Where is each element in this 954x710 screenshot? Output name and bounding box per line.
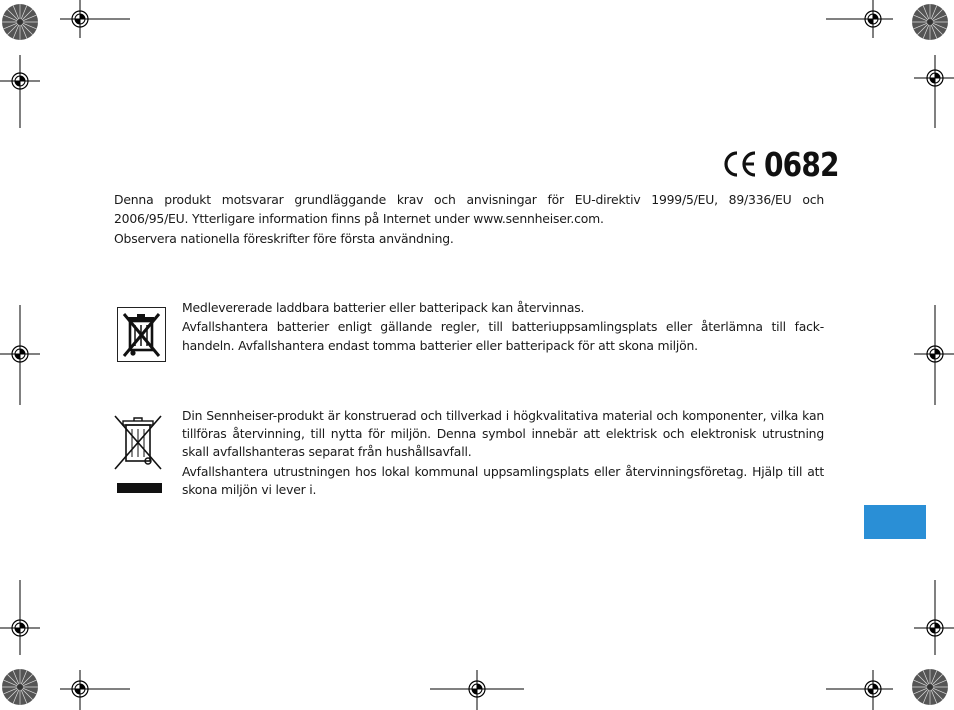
color-wheel-icon xyxy=(912,4,948,40)
declaration-paragraph: Denna produkt motsvarar grundläggande krav och anvisningar för EU-direktiv 1999/5/EU, 89/336/EU och 2006/95/EU. Ytterligare information finns på Internet under www.sennheiser.com. xyxy=(114,192,824,226)
battery-symbol xyxy=(117,307,166,362)
ce-marking xyxy=(722,146,852,182)
language-tab-marker xyxy=(864,505,926,539)
registration-mark-icon xyxy=(68,7,92,31)
ce-mark-icon xyxy=(722,149,758,179)
registration-mark-icon xyxy=(861,677,885,701)
battery-recycle-text: Medlevererade laddbara batterier eller batteripack kan återvinnas. xyxy=(182,300,585,315)
registration-mark-icon xyxy=(8,616,32,640)
registration-mark-icon xyxy=(923,616,947,640)
national-regulations-note: Observera nationella föreskrifter före första användning. xyxy=(114,231,454,246)
color-wheel-icon xyxy=(2,4,38,40)
weee-product-text: Din Sennheiser-produkt är konstruerad och tillverkad i högkvalitativa material och komponenter, vilka kan tillföras återvinning, till nytta för miljön. Denna symbol innebär att elektrisk och elektronisk utrustning skall avfallshanteras separat från hushållsavfall. xyxy=(182,408,824,459)
crossed-out-bin-icon xyxy=(118,308,165,361)
weee-symbol xyxy=(112,413,164,495)
weee-bin-icon xyxy=(112,413,164,495)
registration-mark-icon xyxy=(8,342,32,366)
registration-mark-icon xyxy=(68,677,92,701)
color-wheel-icon xyxy=(912,669,948,705)
weee-disposal-text: Avfallshantera utrustningen hos lokal kommunal uppsamlingsplats eller återvinningsföretag. Hjälp till att skona miljön vi lever i. xyxy=(182,464,824,497)
registration-mark-icon xyxy=(861,7,885,31)
ce-notified-body-number: 0682 xyxy=(764,144,839,184)
weee-notice-section xyxy=(182,407,824,499)
battery-notice-section xyxy=(182,298,824,355)
declaration-section xyxy=(114,190,824,248)
registration-mark-icon xyxy=(923,66,947,90)
color-wheel-icon xyxy=(2,669,38,705)
registration-mark-icon xyxy=(465,677,489,701)
registration-mark-icon xyxy=(8,69,32,93)
registration-mark-icon xyxy=(923,342,947,366)
battery-disposal-text: Avfallshantera batterier enligt gällande regler, till batteriuppsamlingsplats eller återlämna till fack-handeln. Avfallshantera endast tomma batterier eller batteripack för att skona miljön. xyxy=(182,319,824,353)
